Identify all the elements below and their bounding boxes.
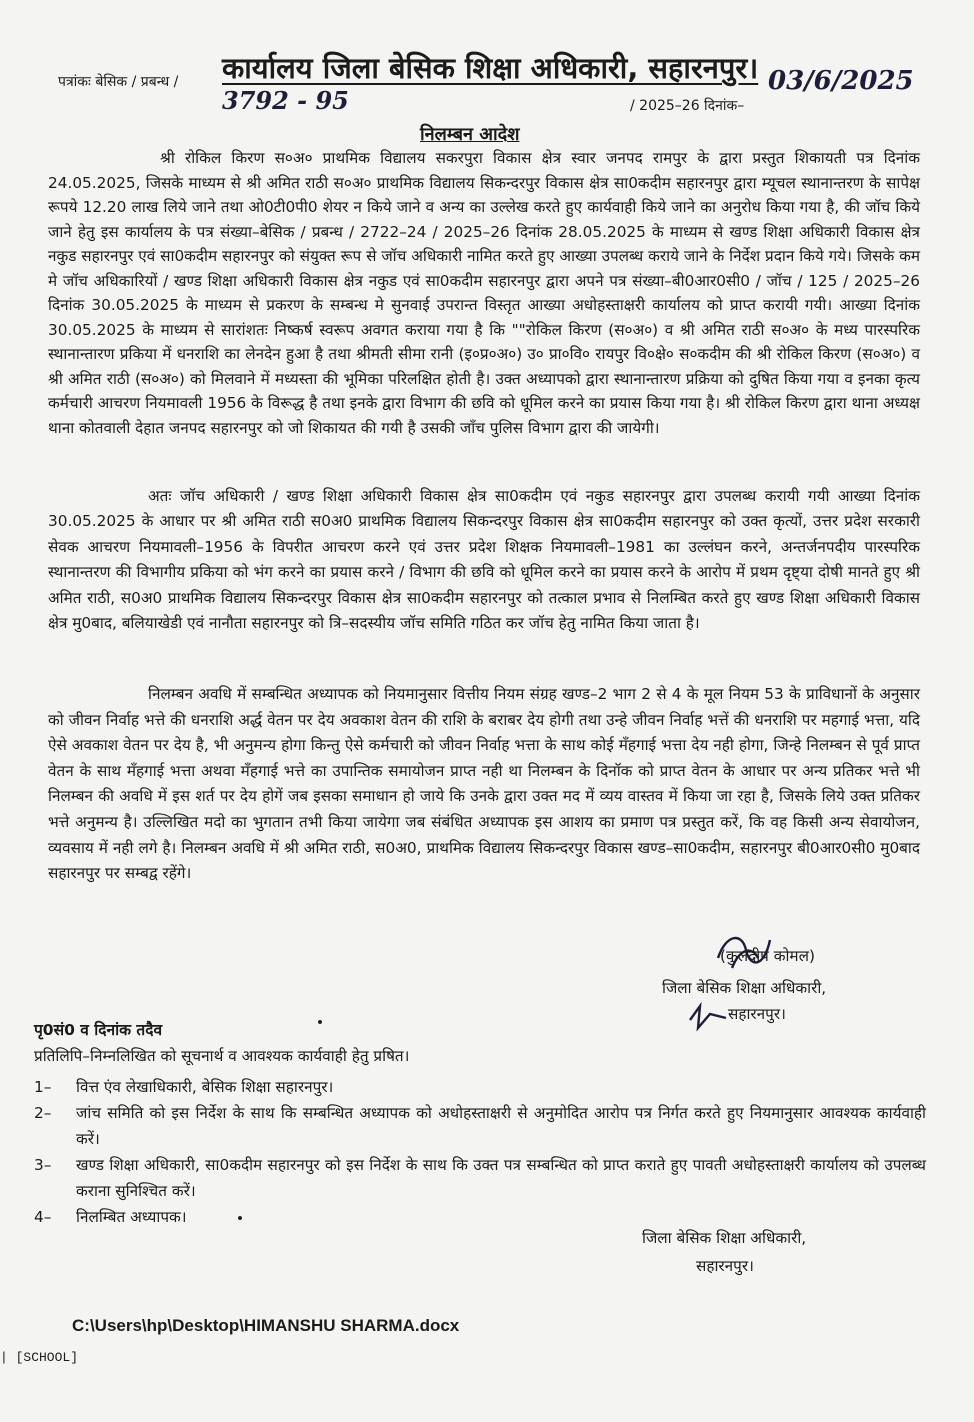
stray-dot	[318, 1020, 322, 1024]
list-number: 3–	[34, 1156, 52, 1174]
office-title: कार्यालय जिला बेसिक शिक्षा अधिकारी, सहारनपुर।	[222, 51, 759, 85]
list-item	[34, 1074, 926, 1100]
copy-intro: प्रतिलिपि–निम्नलिखित को सूचनार्थ व आवश्यक कार्यवाही हेतु प्रषित।	[34, 1047, 410, 1065]
session-date-label: / 2025–26 दिनांक–	[630, 98, 745, 114]
stray-dot	[238, 1216, 242, 1220]
ref-label: पत्रांकः बेसिक / प्रबन्ध /	[58, 74, 179, 90]
footer-designation: जिला बेसिक शिक्षा अधिकारी,	[642, 1229, 807, 1247]
signatory-name: (कुलदीप कोमल)	[720, 947, 815, 965]
list-text: वित्त एंव लेखाधिकारी, बेसिक शिक्षा सहारनपुर।	[76, 1078, 334, 1096]
list-text: जांच समिति को इस निर्देश के साथ कि सम्बन्धित अध्यापक को अधोहस्ताक्षरी से अनुमोदित आरोप पत्र निर्गत करते हुए नियमानुसार आवश्यक कार्यवाही करें।	[76, 1104, 926, 1148]
file-path: C:\Users\hp\Desktop\HIMANSHU SHARMA.docx	[72, 1316, 460, 1335]
paragraph-complaint: श्री रोकिल किरण स०अ० प्राथमिक विद्यालय सकरपुरा विकास क्षेत्र स्वार जनपद रामपुर के द्वारा प्रस्तुत शिकायती पत्र दिनांक 24.05.2025, जिसके माध्यम से श्री अमित राठी स०अ० प्राथमिक विद्यालय सिकन्दरपुर विकास क्षेत्र सा0कदीम सहारनपुर द्वारा म्यूचल स्थानान्तरण के सापेक्ष रूपये 12.20 लाख लिये जाने तथा ओ0टी0पी0 शेयर न किये जाने व अन्य का उल्लेख करते हुए कार्यवाही किये जाने का अनुरोध किया गया है, की जॉच किये जाने हेतु इस कार्यालय के पत्र संख्या–बेसिक / प्रबन्ध / 2722–24 / 2025–26 दिनांक 28.05.2025 के माध्यम से खण्ड शिक्षा अधिकारी विकास क्षेत्र नकुड सहारनपुर एवं सा0कदीम सहारनपुर को संयुक्त रूप से जॉच अधिकारी नामित करते हुए आख्या उपलब्ध कराये जाने के निर्देश प्रदान किये गये। जिसके कम मे जॉच अधिकारियों / खण्ड शिक्षा अधिकारी विकास क्षेत्र नकुड एवं सा0कदीम सहारनपुर द्वारा अपने पत्र संख्या–बी0आर0सी0 / जॉच / 125 / 2025–26 दिनांक 30.05.2025 के माध्यम से प्रकरण के सम्बन्ध मे सुनवाई उपरान्त विस्तृत आख्या अधोहस्ताक्षरी कार्यालय को प्राप्त करायी गयी। आख्या दिनांक 30.05.2025 के माध्यम से सारांशतः निष्कर्ष स्वरूप अवगत कराया गया है कि ""रोकिल किरण (स०अ०) व श्री अमित राठी स०अ० के मध्य पारस्परिक स्थानान्तारण प्रकिया में धनराशि का लेनदेन हुआ है तथा श्रीमती सीमा रानी (इ०प्र०अ०) उ० प्रा०वि० रायपुर वि०क्षे० स०कदीम की श्री रोकिल किरण (स०अ०) व श्री अमित राठी (स०अ०) को मिलवाने में मध्यस्ता की भूमिका परिलक्षित होती है। उक्त अध्यापको द्वारा स्थानान्तारण प्रक्रिया को दुषित किया गया व इनका कृत्य कर्मचारी आचरण नियमावली 1956 के विरूद्ध है तथा इनके द्वारा विभाग की छवि को धूमिल करने का प्रयास किया गया है। श्री रोकिल किरण द्वारा थाना अध्यक्ष थाना कोतवाली देहात जनपद सहारनपुर को जो शिकायत की गयी है उसकी जाँच पुलिस विभाग द्वारा की जायेगी।	[48, 149, 920, 437]
signatory-designation: जिला बेसिक शिक्षा अधिकारी,	[662, 979, 827, 997]
list-text: खण्ड शिक्षा अधिकारी, सा0कदीम सहारनपुर को इस निर्देश के साथ कि उक्त पत्र सम्बन्धित को प्राप्त कराते हुए पावती अधोहस्ताक्षरी कार्यालय को उपलब्ध कराना सुनिश्चित करें।	[76, 1156, 926, 1200]
endorsement-ref: पृ0सं0 व दिनांक तदैव	[34, 1021, 163, 1039]
order-subject: निलम्बन आदेश	[420, 124, 520, 145]
footer-tag: | [SCHOOL]	[0, 1350, 79, 1365]
list-number: 2–	[34, 1104, 52, 1122]
paragraph-suspension: अतः जॉच अधिकारी / खण्ड शिक्षा अधिकारी विकास क्षेत्र सा0कदीम एवं नकुड सहारनपुर द्वारा उपलब्ध करायी गयी आख्या दिनांक 30.05.2025 के आधार पर श्री अमित राठी स0अ0 प्राथमिक विद्यालय सिकन्दरपुर विकास क्षेत्र सा0कदीम सहारनपुर को उक्त कृत्यों, उत्तर प्रदेश सरकारी सेवक आचरण नियमावली–1956 के विपरीत आचरण करने एवं उत्तर प्रदेश शिक्षक नियमावली–1981 का उल्लंघन करने, अन्तर्जनपदीय पारस्परिक स्थानान्तरण की विभागीय प्रकिया को भंग करने का प्रयास करने / विभाग की छवि को धूमिल करने का प्रयास करने के आरोप में प्रथम दृष्ट्या दोषी मानते हुए श्री अमित राठी, स0अ0 प्राथमिक विद्यालय सिकन्दरपुर विकास क्षेत्र सा0कदीम सहारनपुर को तत्काल प्रभाव से निलम्बित करते हुए खण्ड शिक्षा अधिकारी विकास क्षेत्र मु0बाद, बलियाखेडी एवं नानौता सहारनपुर को त्रि–सदस्यीय जॉच समिति गठित कर जॉच हेतु नामित किया जाता है।	[48, 487, 920, 633]
list-text: निलम्बित अध्यापक।	[76, 1208, 187, 1226]
date-handwritten: 03/6/2025	[768, 66, 914, 96]
list-item	[34, 1100, 926, 1152]
ref-number-handwritten: 3792 - 95	[222, 86, 349, 115]
list-number: 4–	[34, 1208, 52, 1226]
footer-place: सहारनपुर।	[696, 1257, 754, 1275]
copy-list	[34, 1074, 926, 1230]
signatory-place: सहारनपुर।	[728, 1005, 786, 1023]
paragraph-allowance: निलम्बन अवधि में सम्बन्धित अध्यापक को नियमानुसार वित्तीय नियम संग्रह खण्ड–2 भाग 2 से 4 के मूल नियम 53 के प्राविधानों के अनुसार को जीवन निर्वाह भत्ते की धनराशि अर्द्ध वेतन पर देय अवकाश वेतन की राशि के बराबर देय होगी तथा उन्हे जीवन निर्वाह भत्तें की धनराशि पर महगाई भत्ता, यदि ऐसे अवकाश वेतन पर देय है, भी अनुमन्य होगा किन्तु ऐसे कर्मचारी को जीवन निर्वाह भत्ता के साथ कोई मँहगाई भत्ता देय नही होगा, जिन्हे निलम्बन से पूर्व प्राप्त वेतन के साथ मँहगाई भत्ता अथवा मँहगाई भत्ते का उपान्तिक समायोजन प्राप्त नही था निलम्बन के दिनॉक को प्राप्त वेतन के आधार पर अन्य प्रतिकर भत्ते भी निलम्बन की अवधि में इस शर्त पर देय होगें जब इसका समाधान हो जाये कि उनके द्वारा उक्त मद में व्यय वास्तव में किया जा रहा है, जिसके लिये उक्त प्रतिकर भत्ते अनुमन्य है। उल्लिखित मदो का भुगतान तभी किया जायेगा जब संबंधित अध्यापक इस आशय का प्रमाण पत्र प्रस्तुत करें, कि वह किसी अन्य सेवायोजन, व्यवसाय में नही लगे है। निलम्बन अवधि में श्री अमित राठी, स0अ0, प्राथमिक विद्यालय सिकन्दरपुर विकास खण्ड–सा0कदीम, सहारनपुर बी0आर0सी0 मु0बाद सहारनपुर पर सम्बद्व रहेंगे।	[48, 685, 920, 883]
initials-mark	[686, 1000, 730, 1034]
list-number: 1–	[34, 1078, 52, 1096]
list-item	[34, 1152, 926, 1204]
footer-signature	[642, 1224, 806, 1280]
